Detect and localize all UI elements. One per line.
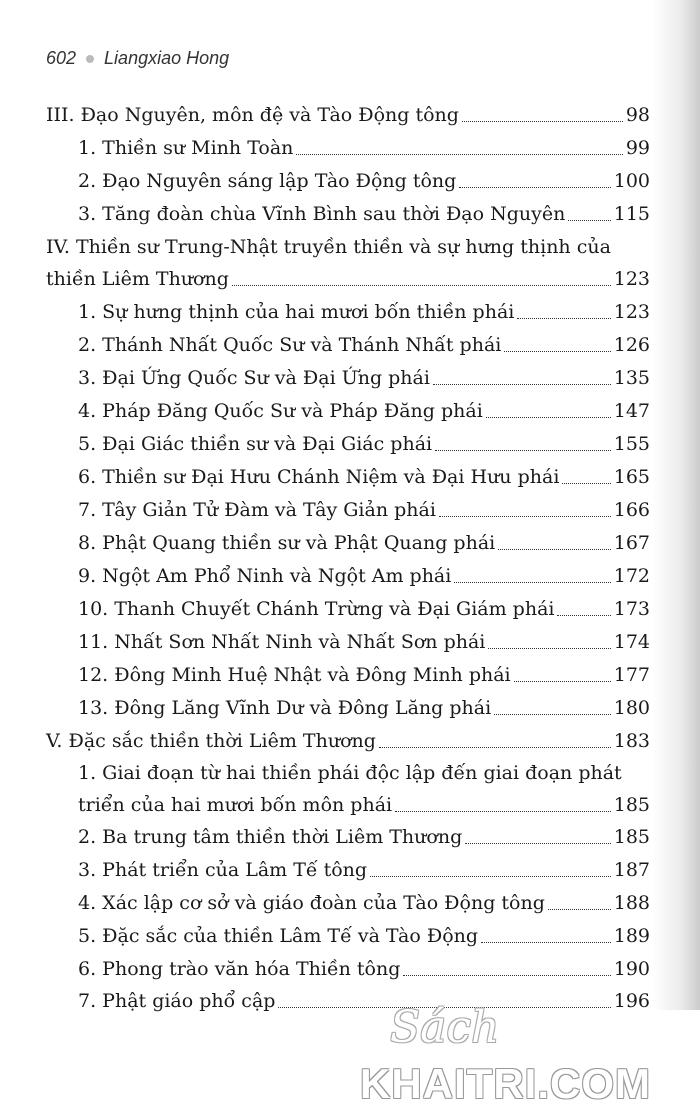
toc-entry-page: 147 — [613, 400, 650, 422]
toc-entry-page: 187 — [613, 859, 650, 881]
toc-entry-label-line1: IV. Thiền sư Trung-Nhật truyền thiền và sự hưng thịnh của — [46, 236, 611, 258]
dot-leader — [486, 417, 611, 418]
toc-entry-page: 167 — [613, 532, 650, 554]
dot-leader — [370, 876, 611, 877]
toc-entry-page: 155 — [613, 433, 650, 455]
toc-entry-page: 188 — [613, 892, 650, 914]
dot-leader — [232, 285, 611, 286]
toc-entry-page: 99 — [625, 137, 650, 159]
toc-entry-page: 123 — [613, 268, 650, 290]
toc-entry-label: 2. Ba trung tâm thiền thời Liêm Thương — [78, 826, 463, 848]
dot-leader — [403, 975, 610, 976]
dot-leader — [488, 648, 610, 649]
toc-entry-page: 174 — [613, 631, 650, 653]
toc-entry — [78, 561, 650, 591]
toc-entry-label: 6. Thiền sư Đại Hưu Chánh Niệm và Đại Hưu phái — [78, 466, 560, 488]
toc-entry-section-iv — [46, 232, 650, 294]
page-number: 602 — [46, 48, 77, 68]
toc-entry-section-v — [46, 726, 650, 756]
dot-leader — [395, 811, 611, 812]
dot-leader — [498, 549, 611, 550]
dot-leader — [548, 909, 611, 910]
toc-entry-label: 7. Tây Giản Tử Đàm và Tây Giản phái — [78, 499, 436, 521]
dot-leader — [379, 747, 611, 748]
running-header-author: Liangxiao Hong — [104, 48, 230, 68]
toc-entry-page: 166 — [613, 499, 650, 521]
toc-entry-section-iii — [46, 100, 650, 130]
toc-entry — [78, 855, 650, 885]
toc-entry-page: 165 — [613, 466, 650, 488]
toc-entry-label: 1. Sự hưng thịnh của hai mươi bốn thiền phái — [78, 301, 515, 323]
toc-entry — [78, 199, 650, 229]
toc-entry-page: 172 — [613, 565, 650, 587]
running-header — [46, 48, 229, 69]
toc-entry-page: 135 — [613, 367, 650, 389]
toc-entry — [78, 396, 650, 426]
toc-entry-page: 185 — [613, 826, 650, 848]
toc-entry-label: 2. Thánh Nhất Quốc Sư và Thánh Nhất phái — [78, 334, 502, 356]
toc-entry-label: 5. Đặc sắc của thiền Lâm Tế và Tào Động — [78, 925, 479, 947]
toc-entry-page: 196 — [613, 990, 650, 1012]
toc-entry — [78, 921, 650, 951]
dot-leader — [514, 681, 611, 682]
toc-entry — [78, 660, 650, 690]
toc-entry-label: 5. Đại Giác thiền sư và Đại Giác phái — [78, 433, 433, 455]
toc-entry — [78, 528, 650, 558]
toc-entry — [78, 594, 650, 624]
toc-entry — [78, 888, 650, 918]
dot-leader — [454, 582, 610, 583]
toc-entry-label: 6. Phong trào văn hóa Thiền tông — [78, 958, 401, 980]
toc-entry-label: 1. Thiền sư Minh Toàn — [78, 137, 294, 159]
toc-entry-page: 180 — [613, 697, 650, 719]
dot-leader — [557, 615, 610, 616]
dot-leader — [296, 154, 622, 155]
dot-leader — [462, 121, 623, 122]
dot-leader — [562, 483, 610, 484]
toc-entry-page: 98 — [625, 104, 650, 126]
toc-entry-label: 3. Đại Ứng Quốc Sư và Đại Ứng phái — [78, 367, 430, 389]
toc-entry — [78, 133, 650, 163]
toc-entry-label: 8. Phật Quang thiền sư và Phật Quang phái — [78, 532, 496, 554]
toc-entry — [78, 627, 650, 657]
toc-entry-page: 126 — [613, 334, 650, 356]
toc-entry-label: 11. Nhất Sơn Nhất Ninh và Nhất Sơn phái — [78, 631, 486, 653]
toc-entry — [78, 363, 650, 393]
toc-entry — [78, 429, 650, 459]
page-edge-shadow — [652, 0, 700, 1010]
toc-entry — [78, 297, 650, 327]
dot-leader — [494, 714, 611, 715]
toc-entry — [78, 758, 650, 820]
toc-entry-label-line2: triển của hai mươi bốn môn phái — [78, 794, 393, 816]
toc-entry-label: 7. Phật giáo phổ cập — [78, 990, 276, 1012]
toc-entry-page: 185 — [613, 794, 650, 816]
toc-entry — [78, 330, 650, 360]
toc-entry-page: 100 — [613, 170, 650, 192]
dot-leader — [504, 351, 610, 352]
toc-entry-page: 177 — [613, 664, 650, 686]
toc-entry-label: III. Đạo Nguyên, môn đệ và Tào Động tông — [46, 104, 459, 126]
toc-entry — [78, 462, 650, 492]
toc-entry-label: 13. Đông Lăng Vĩnh Dư và Đông Lăng phái — [78, 697, 492, 719]
dot-leader — [433, 384, 611, 385]
dot-leader — [439, 516, 611, 517]
dot-leader — [459, 187, 610, 188]
toc-entry — [78, 822, 650, 852]
bullet-dot-icon — [86, 55, 94, 63]
dot-leader — [435, 450, 611, 451]
dot-leader — [481, 942, 611, 943]
toc-entry-page: 123 — [613, 301, 650, 323]
toc-entry-label: 10. Thanh Chuyết Chánh Trừng và Đại Giám phái — [78, 598, 555, 620]
toc-entry — [78, 693, 650, 723]
toc-entry-label: 4. Pháp Đăng Quốc Sư và Pháp Đăng phái — [78, 400, 483, 422]
watermark-logo — [360, 1000, 690, 1112]
toc-entry-label: 2. Đạo Nguyên sáng lập Tào Động tông — [78, 170, 457, 192]
toc-entry-label: 12. Đông Minh Huệ Nhật và Đông Minh phái — [78, 664, 511, 686]
watermark-script-text: Sách — [390, 1002, 500, 1053]
toc-entry-page: 115 — [613, 203, 650, 225]
watermark-brand-text: KHAITRI.COM — [360, 1060, 651, 1107]
toc-entry — [78, 954, 650, 984]
toc-entry-label-line1: 1. Giai đoạn từ hai thiền phái độc lập đến giai đoạn phát — [78, 762, 622, 784]
toc-entry-page: 183 — [613, 730, 650, 752]
toc-entry-label: 3. Phát triển của Lâm Tế tông — [78, 859, 368, 881]
toc-entry-label: V. Đặc sắc thiền thời Liêm Thương — [46, 730, 376, 752]
toc-entry-page: 189 — [613, 925, 650, 947]
dot-leader — [517, 318, 610, 319]
toc-entry-page: 173 — [613, 598, 650, 620]
toc-entry-label: 9. Ngột Am Phổ Ninh và Ngột Am phái — [78, 565, 452, 587]
dot-leader — [568, 220, 610, 221]
toc-entry-label: 4. Xác lập cơ sở và giáo đoàn của Tào Động tông — [78, 892, 545, 914]
toc-entry-page: 190 — [613, 958, 650, 980]
toc-entry-label-line2: thiền Liêm Thương — [46, 268, 229, 290]
toc-entry — [78, 166, 650, 196]
dot-leader — [465, 843, 611, 844]
toc-entry-label: 3. Tăng đoàn chùa Vĩnh Bình sau thời Đạo Nguyên — [78, 203, 566, 225]
toc-entry — [78, 495, 650, 525]
